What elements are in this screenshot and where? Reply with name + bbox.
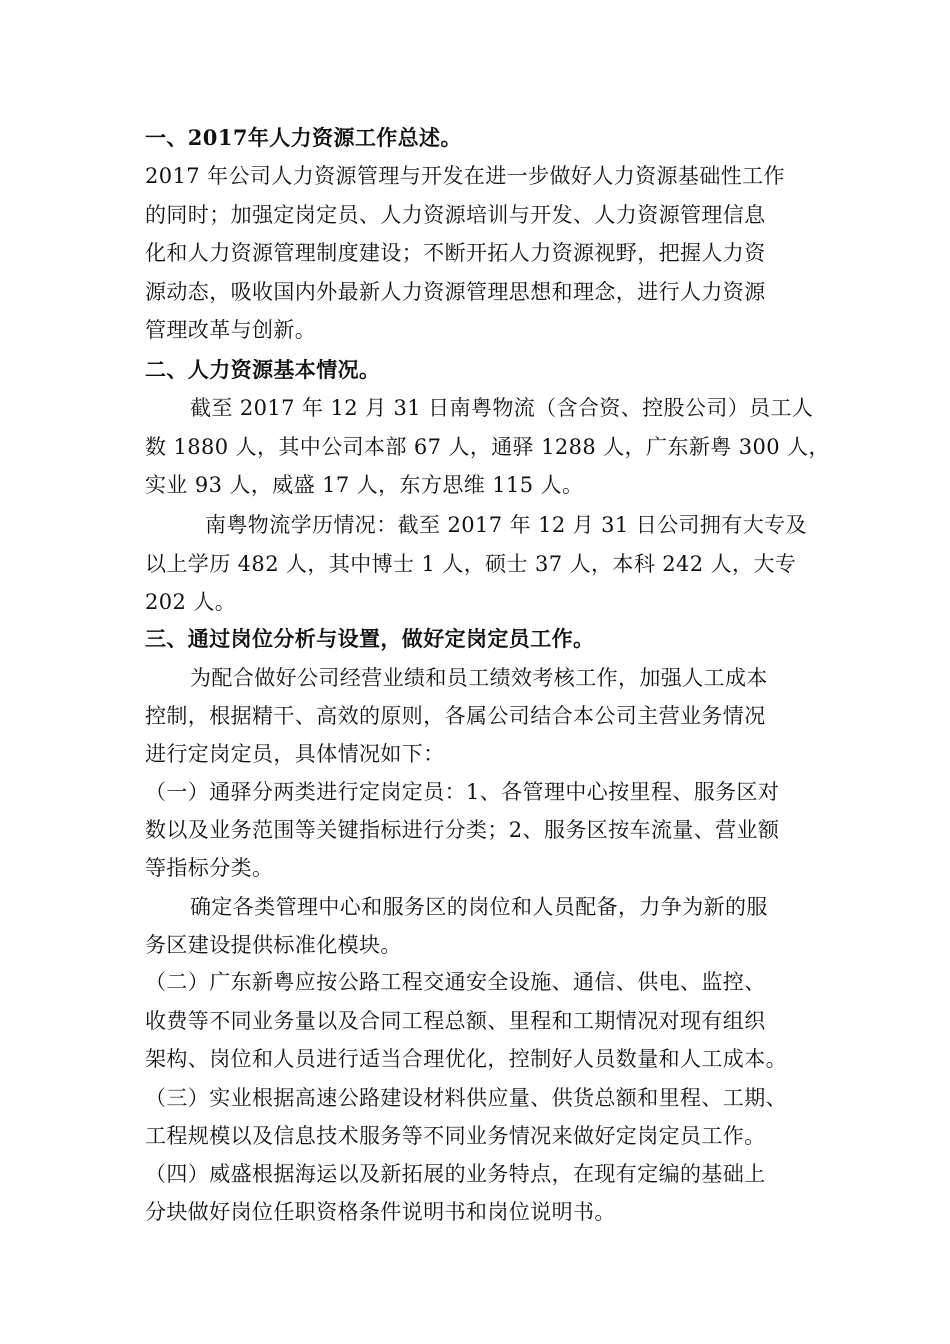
section-3-heading: 三、通过岗位分析与设置，做好定岗定员工作。 <box>145 626 595 651</box>
paragraph-line: 数以及业务范围等关键指标进行分类；2、服务区按车流量、营业额 <box>145 818 780 842</box>
paragraph-line: （三）实业根据高速公路建设材料供应量、供货总额和里程、工期、 <box>145 1086 787 1110</box>
paragraph-line: 架构、岗位和人员进行适当合理优化，控制好人员数量和人工成本。 <box>145 1047 787 1071</box>
section-1-heading: 一、2017年人力资源工作总述。 <box>145 125 462 150</box>
paragraph-line: 工程规模以及信息技术服务等不同业务情况来做好定岗定员工作。 <box>145 1124 766 1148</box>
paragraph-line: 202 人。 <box>145 590 237 614</box>
paragraph-line: 源动态，吸收国内外最新人力资源管理思想和理念，进行人力资源 <box>145 280 766 304</box>
paragraph-line: 管理改革与创新。 <box>145 318 317 342</box>
paragraph-line: 确定各类管理中心和服务区的岗位和人员配备，力争为新的服 <box>190 895 768 919</box>
paragraph-line: 截至 2017 年 12 月 31 日南粤物流（含合资、控股公司）员工人 <box>190 396 814 420</box>
paragraph-line: 收费等不同业务量以及合同工程总额、里程和工期情况对现有组织 <box>145 1009 766 1033</box>
paragraph-line: （一）通驿分两类进行定岗定员：1、各管理中心按里程、服务区对 <box>145 780 780 804</box>
paragraph-line: （二）广东新粤应按公路工程交通安全设施、通信、供电、监控、 <box>145 970 766 994</box>
paragraph-line: 务区建设提供标准化模块。 <box>145 933 402 957</box>
paragraph-line: 南粤物流学历情况：截至 2017 年 12 月 31 日公司拥有大专及 <box>205 513 807 537</box>
section-2-heading: 二、人力资源基本情况。 <box>145 357 381 382</box>
paragraph-line: 以上学历 482 人，其中博士 1 人，硕士 37 人，本科 242 人，大专 <box>145 552 797 576</box>
paragraph-line: 为配合做好公司经营业绩和员工绩效考核工作，加强人工成本 <box>190 666 768 690</box>
paragraph-line: 的同时；加强定岗定员、人力资源培训与开发、人力资源管理信息 <box>145 203 766 227</box>
paragraph-line: 进行定岗定员，具体情况如下： <box>145 742 445 766</box>
paragraph-line: 化和人力资源管理制度建设；不断开拓人力资源视野，把握人力资 <box>145 241 766 265</box>
paragraph-line: 数 1880 人，其中公司本部 67 人，通驿 1288 人，广东新粤 300 人， <box>145 435 830 459</box>
paragraph-line: 实业 93 人，威盛 17 人，东方思维 115 人。 <box>145 473 584 497</box>
paragraph-line: 控制，根据精干、高效的原则，各属公司结合本公司主营业务情况 <box>145 704 766 728</box>
paragraph-line: 分块做好岗位任职资格条件说明书和岗位说明书。 <box>145 1200 616 1224</box>
paragraph-line: 等指标分类。 <box>145 856 274 880</box>
paragraph-line: （四）威盛根据海运以及新拓展的业务特点，在现有定编的基础上 <box>145 1162 766 1186</box>
paragraph-line: 2017 年公司人力资源管理与开发在进一步做好人力资源基础性工作 <box>145 164 785 188</box>
